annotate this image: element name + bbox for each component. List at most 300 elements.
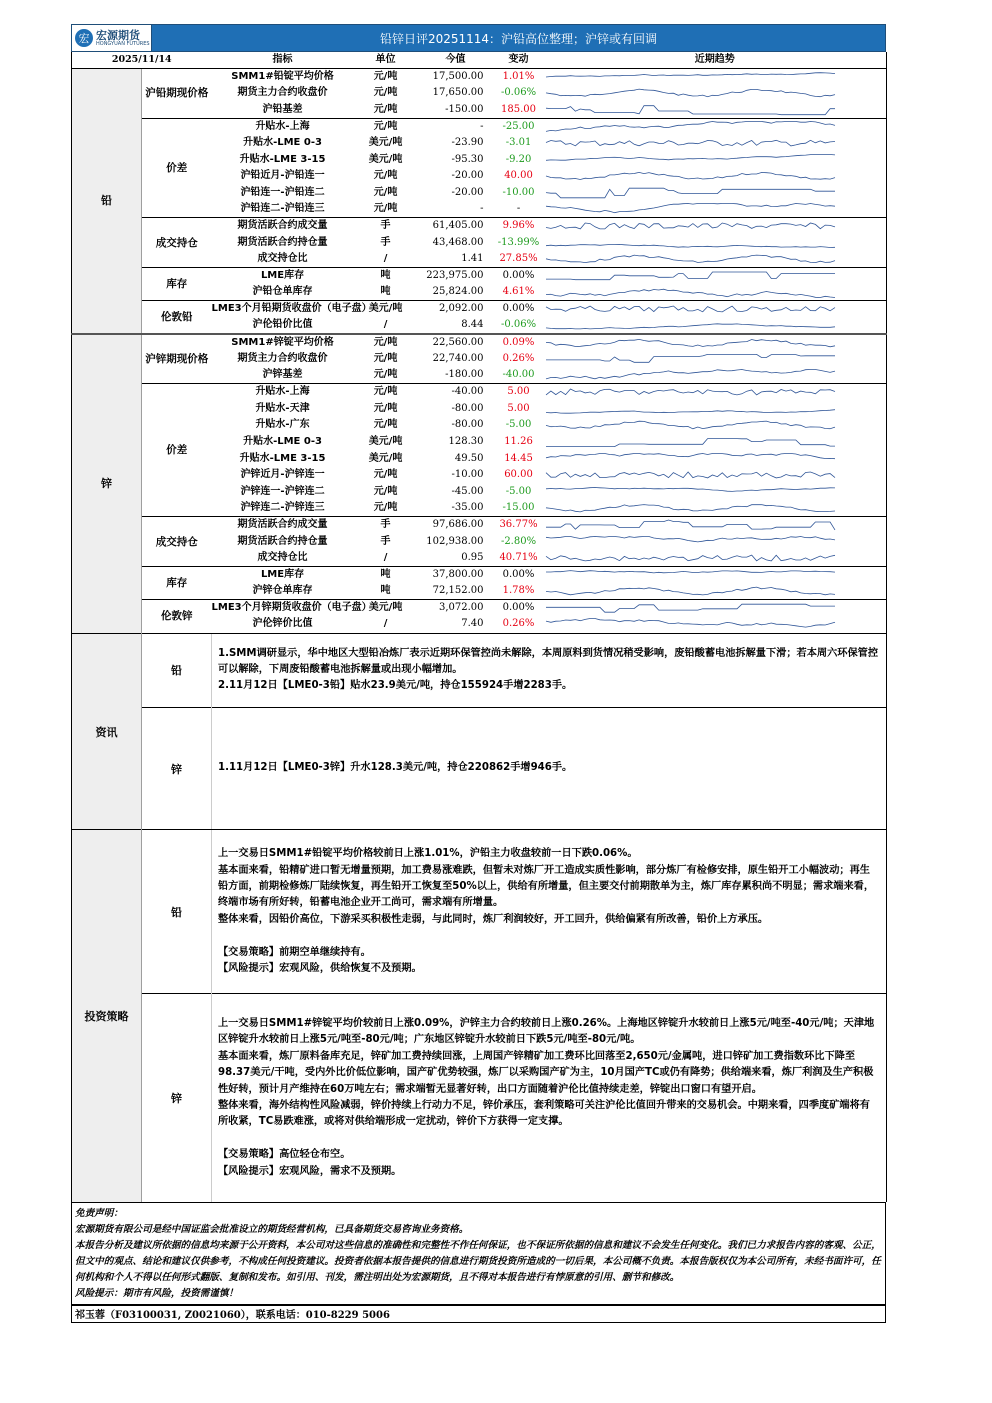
sparkline-path: [546, 571, 835, 573]
strategy-lead-para-3: 整体来看，因铅价高位，下游采买积极性走弱，与此同时，炼厂利润较好，开工回升，供给偏紧有所改善，铅价上方承压。: [218, 913, 769, 925]
value-cell: -150.00: [445, 103, 484, 115]
group-label: 价差: [142, 384, 212, 517]
sparkline-path: [546, 324, 835, 329]
change-cell: 0.26%: [502, 618, 535, 630]
change-cell: -3.01: [505, 137, 532, 149]
trend-sparkline: [546, 202, 835, 216]
strategy-label: 投资策略: [72, 830, 142, 1202]
indicator-cell: 升贴水-天津: [255, 402, 310, 414]
trend-cell: [544, 500, 887, 517]
indicator-cell: 升贴水-LME 0-3: [243, 137, 322, 149]
change-cell: 0.09%: [494, 334, 544, 351]
trend-cell: [544, 301, 887, 318]
unit-cell: 元/吨: [373, 170, 398, 182]
unit-cell: 吨: [380, 286, 391, 298]
group-label: 沪锌期现价格: [142, 334, 212, 384]
value-cell: -: [480, 203, 484, 215]
report-sheet: [71, 24, 886, 1323]
value-cell: 25,824.00: [432, 286, 484, 298]
change-cell: 0.00%: [494, 268, 544, 285]
sparkline-path: [546, 439, 835, 447]
indicator-cell: 沪铅近月-沪铅连一: [240, 170, 325, 182]
news-lead-para-1: 1.SMM调研显示，华中地区大型铅冶炼厂表示近期环保管控尚未解除，本周原料到货情况稍受影响，废铅酸蓄电池拆解量下滑；若本周六环保管控可以解除，下周废铅酸蓄电池拆解量或出现小幅增加。: [218, 647, 879, 676]
indicator-cell: 沪伦铅价比值: [252, 319, 313, 331]
change-cell: 11.26: [504, 435, 533, 447]
trend-cell: [544, 600, 887, 617]
sparkline-path: [546, 409, 835, 413]
unit-cell: 元/吨: [373, 502, 398, 514]
sparkline-path: [546, 389, 835, 395]
unit-cell: 美元/吨: [368, 137, 403, 149]
trend-cell: [544, 434, 887, 451]
value-cell: 49.50: [454, 452, 484, 464]
unit-cell: /: [383, 253, 388, 265]
news-section: [71, 633, 887, 830]
sparkline-path: [546, 188, 835, 198]
trend-sparkline: [546, 501, 835, 515]
table-row: [72, 566, 887, 583]
trend-cell: [544, 616, 887, 633]
trend-cell: [544, 185, 887, 202]
trend-sparkline: [546, 103, 835, 117]
change-cell: 0.00%: [494, 566, 544, 583]
change-cell: 0.00%: [494, 301, 544, 318]
sparkline-path: [546, 619, 835, 628]
indicator-cell: 沪伦锌价比值: [252, 618, 313, 630]
trend-sparkline: [546, 86, 835, 100]
indicator-cell: 沪锌近月-沪锌连一: [240, 469, 325, 481]
trend-cell: [544, 135, 887, 152]
change-cell: 4.61%: [502, 286, 535, 298]
trend-sparkline: [546, 302, 835, 316]
news-zinc-body: [212, 707, 887, 829]
unit-cell: 元/吨: [373, 187, 398, 199]
strategy-lead-label: 铅: [142, 830, 212, 994]
company-logo: [72, 25, 152, 51]
indicator-cell: 升贴水-LME 3-15: [239, 153, 326, 165]
table-row: [72, 218, 887, 235]
sparkline-path: [546, 290, 835, 298]
trend-sparkline: [546, 285, 835, 299]
value-cell: 61,405.00: [418, 218, 494, 235]
trend-sparkline: [546, 169, 835, 183]
value-cell: 0.95: [461, 551, 484, 563]
unit-cell: 元/吨: [354, 334, 418, 351]
disclaimer-line-2: 本报告分析及建议所依据的信息均来源于公开资料，本公司对这些信息的准确性和完整性不作任何保证，也不保证所依据的信息和建议不会发生任何变化。我们已力求报告内容的客观、公正，但文中的观点、结论和建议仅供参考，不构成任何投资建议。投资者依据本报告提供的信息进行期货投资所造成的一切后果，本公司概不负责。本报告版权仅为本公司所有，未经书面许可，任何机构和个人不得以任何形式翻版、复制和发布。如引用、刊发，需注明出处为宏源期货，且不得对本报告进行有悖原意的引用、删节和修改。: [75, 1239, 881, 1283]
change-cell: 14.45: [504, 452, 533, 464]
value-cell: 22,740.00: [432, 352, 484, 364]
unit-cell: 元/吨: [373, 87, 398, 99]
trend-sparkline: [546, 120, 835, 134]
value-header: 今值: [418, 52, 494, 69]
news-label: 资讯: [72, 633, 142, 829]
trend-cell: [544, 102, 887, 119]
indicator-cell: 期货活跃合约持仓量: [237, 535, 328, 547]
unit-cell: /: [383, 319, 388, 331]
strategy-zinc-para-4: [218, 1131, 880, 1147]
trend-sparkline: [546, 617, 835, 631]
sparkline-path: [546, 306, 835, 312]
news-zinc-para-1: 1.11月12日【LME0-3锌】升水128.3美元/吨，持仓220862手增946手。: [218, 762, 573, 774]
indicator-cell: 沪锌基差: [262, 369, 303, 381]
table-row: [72, 334, 887, 351]
trend-sparkline: [546, 601, 835, 615]
trend-sparkline: [546, 402, 835, 416]
change-cell: 40.71%: [499, 551, 538, 563]
indicator-cell: 沪铅仓单库存: [252, 286, 313, 298]
strategy-zinc-para-6: 【风险提示】宏观风险，需求不及预期。: [218, 1165, 402, 1177]
disclaimer: [71, 1202, 886, 1305]
trend-sparkline: [546, 435, 835, 449]
trend-cell: [544, 517, 887, 534]
value-cell: -35.00: [451, 502, 484, 514]
value-cell: 223,975.00: [418, 268, 494, 285]
change-cell: 27.85%: [499, 253, 538, 265]
value-cell: 37,800.00: [418, 566, 494, 583]
sparkline-path: [546, 154, 835, 160]
trend-header: 近期趋势: [544, 52, 887, 69]
value-cell: 2,092.00: [418, 301, 494, 318]
value-cell: 17,650.00: [432, 87, 484, 99]
change-cell: -10.00: [502, 187, 535, 199]
trend-cell: [544, 251, 887, 268]
strategy-lead-para-6: 【风险提示】宏观风险，供给恢复不及预期。: [218, 962, 422, 974]
value-cell: -10.00: [451, 469, 484, 481]
group-label: 库存: [142, 268, 212, 301]
sparkline-path: [546, 106, 835, 115]
indicator-table: [71, 52, 887, 633]
trend-cell: [544, 533, 887, 550]
value-cell: -20.00: [451, 170, 484, 182]
sparkline-path: [546, 453, 835, 458]
date-header: 2025/11/14: [72, 52, 212, 69]
trend-cell: [544, 201, 887, 218]
unit-cell: 手: [354, 218, 418, 235]
value-cell: 17,500.00: [418, 69, 494, 86]
change-cell: -25.00: [494, 118, 544, 135]
value-cell: 7.40: [461, 618, 484, 630]
indicator-cell: LME3个月铅期货收盘价（电子盘）: [212, 301, 354, 318]
sparkline-path: [546, 121, 835, 131]
table-row: [72, 268, 887, 285]
strategy-lead-para-5: 【交易策略】前期空单继续持有。: [218, 946, 371, 958]
unit-cell: 手: [354, 517, 418, 534]
unit-cell: 元/吨: [373, 485, 398, 497]
group-label: 成交持仓: [142, 218, 212, 268]
report-title: 铅锌日评20251114：沪铅高位整理；沪锌或有回调: [152, 25, 885, 51]
trend-cell: [544, 583, 887, 600]
unit-cell: 美元/吨: [368, 153, 403, 165]
sparkline-path: [546, 90, 835, 98]
unit-header: 单位: [354, 52, 418, 69]
indicator-cell: 沪铅连一-沪铅连二: [240, 187, 325, 199]
value-cell: -: [418, 118, 494, 135]
trend-cell: [544, 483, 887, 500]
sparkline-path: [546, 339, 835, 346]
value-cell: 128.30: [448, 435, 484, 447]
unit-cell: 手: [380, 236, 391, 248]
change-cell: -9.20: [505, 153, 532, 165]
sparkline-path: [546, 173, 835, 180]
unit-cell: 美元/吨: [368, 452, 403, 464]
indicator-cell: 期货主力合约收盘价: [237, 352, 328, 364]
trend-cell: [544, 268, 887, 285]
unit-cell: 元/吨: [373, 352, 398, 364]
disclaimer-line-3: 风险提示：期市有风险，投资需谨慎！: [75, 1287, 239, 1299]
group-label: 价差: [142, 118, 212, 218]
trend-sparkline: [546, 418, 835, 432]
value-cell: 102,938.00: [426, 535, 484, 547]
value-cell: 22,560.00: [418, 334, 494, 351]
unit-cell: 美元/吨: [354, 301, 418, 318]
news-lead-para-2: 2.11月12日【LME0-3铅】贴水23.9美元/吨，持仓155924手增2283手。: [218, 680, 573, 692]
value-cell: -95.30: [451, 153, 484, 165]
logo-text-cn: 宏源期货: [96, 28, 140, 42]
change-cell: 9.96%: [494, 218, 544, 235]
news-lead-label: 铅: [142, 633, 212, 707]
unit-cell: 元/吨: [373, 469, 398, 481]
group-label: 沪铅期现价格: [142, 69, 212, 119]
unit-cell: 美元/吨: [354, 600, 418, 617]
indicator-cell: 升贴水-上海: [212, 118, 354, 135]
sparkline-path: [546, 472, 835, 478]
sparkline-path: [546, 223, 835, 229]
unit-cell: /: [383, 618, 388, 630]
strategy-section: [71, 829, 887, 1202]
sparkline-path: [546, 520, 835, 530]
trend-sparkline: [546, 551, 835, 565]
indicator-cell: SMM1#锌锭平均价格: [212, 334, 354, 351]
value-cell: 72,152.00: [432, 585, 484, 597]
unit-cell: 元/吨: [373, 369, 398, 381]
strategy-zinc-para-5: 【交易策略】高位轻仓布空。: [218, 1149, 351, 1161]
indicator-cell: 升贴水-广东: [255, 419, 310, 431]
strategy-zinc-para-2: 基本面来看，炼厂原料备库充足，锌矿加工费持续回涨，上周国产锌精矿加工费环比回落至2,650元/金属吨，进口锌矿加工费指数环比下降至98.37美元/干吨，受内外比价低位影响，国产矿优势较强，炼厂以采购国产矿为主，10月国产TC或仍有降势；供给端来看，炼厂利润及生产积极性好转，预计月产维持在60万吨左右；需求端暂无显著好转，出口方面随着沪伦比值持续走差，锌锭出口窗口有望开启。: [218, 1050, 874, 1095]
change-cell: 185.00: [501, 103, 537, 115]
sparkline-path: [546, 255, 835, 263]
disclaimer-line-1: 宏源期货有限公司是经中国证监会批准设立的期货经营机构，已具备期货交易咨询业务资格。: [75, 1223, 469, 1235]
report-header: [71, 24, 886, 52]
change-cell: -0.06%: [500, 87, 537, 99]
trend-sparkline: [546, 136, 835, 150]
logo-icon: 宏: [75, 29, 93, 47]
indicator-cell: 期货活跃合约成交量: [212, 218, 354, 235]
unit-cell: 元/吨: [373, 402, 398, 414]
change-cell: 60.00: [504, 469, 533, 481]
sparkline-path: [546, 487, 835, 491]
sparkline-path: [546, 421, 835, 429]
table-row: [72, 301, 887, 318]
table-row: [72, 69, 887, 86]
trend-sparkline: [546, 318, 835, 332]
value-cell: -45.00: [451, 485, 484, 497]
trend-cell: [544, 367, 887, 384]
news-zinc-label: 锌: [142, 707, 212, 829]
trend-sparkline: [546, 352, 835, 366]
indicator-cell: SMM1#铅锭平均价格: [212, 69, 354, 86]
value-cell: 43,468.00: [432, 236, 484, 248]
indicator-cell: 沪锌连一-沪锌连二: [240, 485, 325, 497]
trend-sparkline: [546, 584, 835, 598]
sparkline-path: [546, 272, 835, 280]
value-cell: -180.00: [445, 369, 484, 381]
indicator-cell: 沪铅连二-沪铅连三: [240, 203, 325, 215]
unit-cell: 元/吨: [373, 419, 398, 431]
trend-sparkline: [546, 452, 835, 466]
change-cell: -40.00: [502, 369, 535, 381]
sparkline-path: [546, 604, 835, 612]
value-cell: -80.00: [451, 419, 484, 431]
trend-cell: [544, 168, 887, 185]
sparkline-path: [546, 204, 835, 213]
indicator-cell: LME库存: [212, 566, 354, 583]
trend-cell: [544, 400, 887, 417]
unit-cell: 手: [380, 535, 391, 547]
change-header: 变动: [494, 52, 544, 69]
change-cell: 1.01%: [494, 69, 544, 86]
value-cell: -20.00: [451, 187, 484, 199]
trend-cell: [544, 334, 887, 351]
indicator-cell: 升贴水-LME 0-3: [243, 435, 322, 447]
trend-sparkline: [546, 468, 835, 482]
trend-cell: [544, 85, 887, 102]
trend-cell: [544, 152, 887, 169]
strategy-lead-para-2: 基本面来看，铅精矿进口暂无增量预期，加工费易涨难跌，但暂未对炼厂开工造成实质性影响，部分炼厂有检修安排，原生铅开工小幅波动；再生铅方面，前期检修炼厂陆续恢复，再生铅开工恢复至50%以上，供给有所增量，但主要交付前期散单为主，炼厂库存累积尚不明显；需求端来看，终端市场有所好转，铅蓄电池企业开工尚可，需求端有所增量。: [218, 864, 875, 909]
unit-cell: 美元/吨: [368, 435, 403, 447]
news-lead-body: [212, 633, 887, 707]
indicator-cell: 沪铅基差: [262, 103, 303, 115]
metal-label-zinc: 锌: [72, 334, 142, 633]
change-cell: -5.00: [505, 419, 532, 431]
trend-cell: [544, 351, 887, 368]
metal-label-lead: 铅: [72, 69, 142, 335]
trend-cell: [544, 318, 887, 335]
change-cell: -0.06%: [500, 319, 537, 331]
disclaimer-title: 免责声明：: [75, 1207, 123, 1219]
strategy-lead-body: [212, 830, 887, 994]
unit-cell: /: [383, 551, 388, 563]
unit-cell: 元/吨: [373, 203, 398, 215]
unit-cell: 元/吨: [354, 384, 418, 401]
logo-text-en: HONGYUAN FUTURES: [96, 40, 150, 47]
value-cell: 8.44: [461, 319, 484, 331]
group-label: 库存: [142, 566, 212, 599]
indicator-cell: LME3个月锌期货收盘价（电子盘）: [212, 600, 354, 617]
value-cell: 97,686.00: [418, 517, 494, 534]
trend-cell: [544, 284, 887, 301]
unit-cell: 元/吨: [373, 103, 398, 115]
table-row: [72, 517, 887, 534]
trend-sparkline: [546, 186, 835, 200]
table-row: [72, 384, 887, 401]
change-cell: 40.00: [504, 170, 533, 182]
analyst-contact: 祁玉蓉（F03100031, Z0021060），联系电话：010-8229 5006: [71, 1305, 886, 1323]
trend-sparkline: [546, 153, 835, 167]
trend-sparkline: [546, 269, 835, 283]
trend-sparkline: [546, 535, 835, 549]
indicator-cell: 成交持仓比: [257, 551, 308, 563]
sparkline-path: [546, 141, 835, 147]
value-cell: -80.00: [451, 402, 484, 414]
trend-cell: [544, 467, 887, 484]
value-cell: -40.00: [418, 384, 494, 401]
strategy-zinc-body: [212, 994, 887, 1202]
trend-cell: [544, 235, 887, 252]
sparkline-path: [546, 536, 835, 541]
indicator-cell: 升贴水-LME 3-15: [239, 452, 326, 464]
trend-cell: [544, 450, 887, 467]
table-row: [72, 118, 887, 135]
strategy-lead-para-4: [218, 928, 880, 944]
sparkline-path: [546, 587, 835, 595]
indicator-cell: 成交持仓比: [257, 253, 308, 265]
trend-sparkline: [546, 219, 835, 233]
indicator-cell: 期货活跃合约持仓量: [237, 236, 328, 248]
trend-sparkline: [546, 252, 835, 266]
unit-cell: 元/吨: [354, 69, 418, 86]
unit-cell: 元/吨: [354, 118, 418, 135]
indicator-cell: 期货主力合约收盘价: [237, 87, 328, 99]
sparkline-path: [546, 555, 835, 561]
trend-sparkline: [546, 70, 835, 84]
trend-sparkline: [546, 485, 835, 499]
unit-cell: 吨: [354, 268, 418, 285]
trend-cell: [544, 384, 887, 401]
change-cell: -15.00: [502, 502, 535, 514]
group-label: 伦敦锌: [142, 600, 212, 633]
change-cell: -2.80%: [500, 535, 537, 547]
table-row: [72, 600, 887, 617]
sparkline-path: [546, 244, 835, 247]
value-cell: 1.41: [461, 253, 484, 265]
trend-cell: [544, 118, 887, 135]
change-cell: 5.00: [507, 402, 530, 414]
trend-cell: [544, 417, 887, 434]
indicator-cell: 升贴水-上海: [212, 384, 354, 401]
unit-cell: 吨: [354, 566, 418, 583]
strategy-lead-para-1: 上一交易日SMM1#铅锭平均价格较前日上涨1.01%，沪铅主力收盘较前一日下跌0.06%。: [218, 848, 638, 860]
indicator-header: 指标: [212, 52, 354, 69]
change-cell: -5.00: [505, 485, 532, 497]
unit-cell: 吨: [380, 585, 391, 597]
trend-cell: [544, 566, 887, 583]
indicator-cell: 沪锌连二-沪锌连三: [240, 502, 325, 514]
strategy-zinc-label: 锌: [142, 994, 212, 1202]
trend-cell: [544, 550, 887, 567]
indicator-cell: 沪锌仓单库存: [252, 585, 313, 597]
trend-cell: [544, 69, 887, 86]
trend-sparkline: [546, 236, 835, 250]
sparkline-path: [546, 354, 835, 362]
sparkline-path: [546, 370, 835, 379]
trend-sparkline: [546, 368, 835, 382]
change-cell: 0.00%: [494, 600, 544, 617]
indicator-cell: LME库存: [212, 268, 354, 285]
trend-sparkline: [546, 336, 835, 350]
value-cell: -23.90: [451, 137, 484, 149]
change-cell: 36.77%: [494, 517, 544, 534]
change-cell: 1.78%: [502, 585, 535, 597]
trend-sparkline: [546, 518, 835, 532]
trend-cell: [544, 218, 887, 235]
strategy-zinc-para-1: 上一交易日SMM1#锌锭平均价较前日上涨0.09%，沪锌主力合约较前日上涨0.26%。上海地区锌锭升水较前日上涨5元/吨至-40元/吨；天津地区锌锭升水较前日上涨5元/吨至-80元/吨；广东地区锌锭升水较前日下跌5元/吨至-80元/吨。: [218, 1018, 875, 1046]
indicator-cell: 期货活跃合约成交量: [212, 517, 354, 534]
group-label: 伦敦铅: [142, 301, 212, 334]
change-cell: 5.00: [494, 384, 544, 401]
strategy-zinc-para-3: 整体来看，海外结构性风险减弱，锌价持续上行动力不足，锌价承压，套利策略可关注沪伦比值回升带来的交易机会。中期来看，四季度矿端将有所收紧，TC易跌难涨，或将对供给端形成一定扰动，锌价下方获得一定支撑。: [218, 1100, 870, 1128]
sparkline-path: [546, 505, 835, 512]
trend-sparkline: [546, 568, 835, 582]
